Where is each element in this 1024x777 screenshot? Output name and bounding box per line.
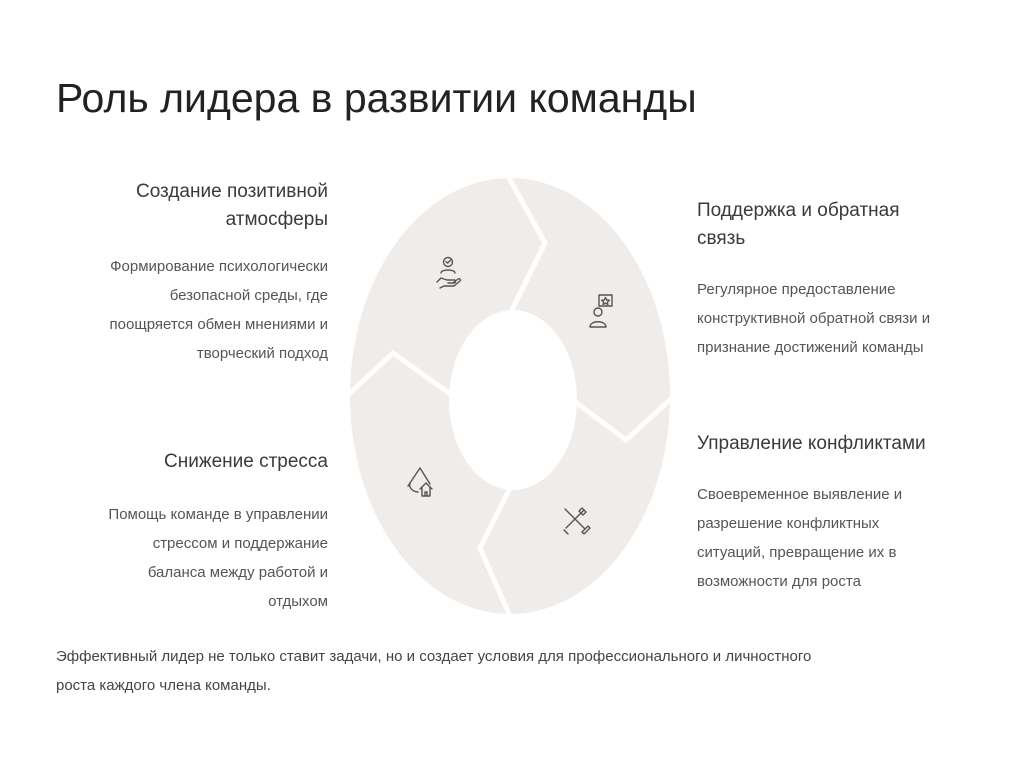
block-heading [60,448,328,476]
body-line: Помощь команде в управлении [108,506,328,523]
ring-segments [350,178,670,614]
body-line: Своевременное выявление и [697,486,903,503]
block-positive-atmosphere [60,178,328,368]
block-support-feedback [697,197,997,362]
block-body [60,500,328,616]
block-body [697,275,997,362]
body-line: стрессом и поддержание [152,535,328,552]
body-line: Формирование психологически [110,258,328,275]
block-heading [697,197,997,253]
block-heading [697,430,997,458]
footer-line: Эффективный лидер не только ставит задачи, но и создает условия для профессионального и личностного [56,648,812,665]
heading-line: атмосферы [225,209,328,230]
body-line: безопасной среды, где [169,287,328,304]
heading-line: Управление конфликтами [697,433,926,454]
heading-line: Снижение стресса [164,451,328,472]
slide-title: Роль лидера в развитии команды [56,75,697,121]
body-line: творческий подход [196,345,328,362]
body-line: отдыхом [268,593,328,610]
body-line: ситуаций, превращение их в [697,544,897,561]
heading-line: связь [697,228,746,249]
block-conflict-management [697,430,997,596]
block-heading [60,178,328,234]
cycle-ring-diagram [348,178,674,618]
footer-line: роста каждого члена команды. [56,677,271,694]
block-stress-reduction [60,448,328,616]
body-line: конструктивной обратной связи и [697,310,931,327]
body-line: поощряется обмен мнениями и [109,316,328,333]
block-body [60,252,328,368]
block-body [697,480,997,596]
footer-summary [56,642,956,700]
body-line: Регулярное предоставление [697,281,896,298]
heading-line: Создание позитивной [135,181,328,202]
body-line: признание достижений команды [697,339,924,356]
heading-line: Поддержка и обратная [697,200,900,221]
body-line: возможности для роста [697,573,861,590]
body-line: разрешение конфликтных [697,515,880,532]
body-line: баланса между работой и [147,564,328,581]
